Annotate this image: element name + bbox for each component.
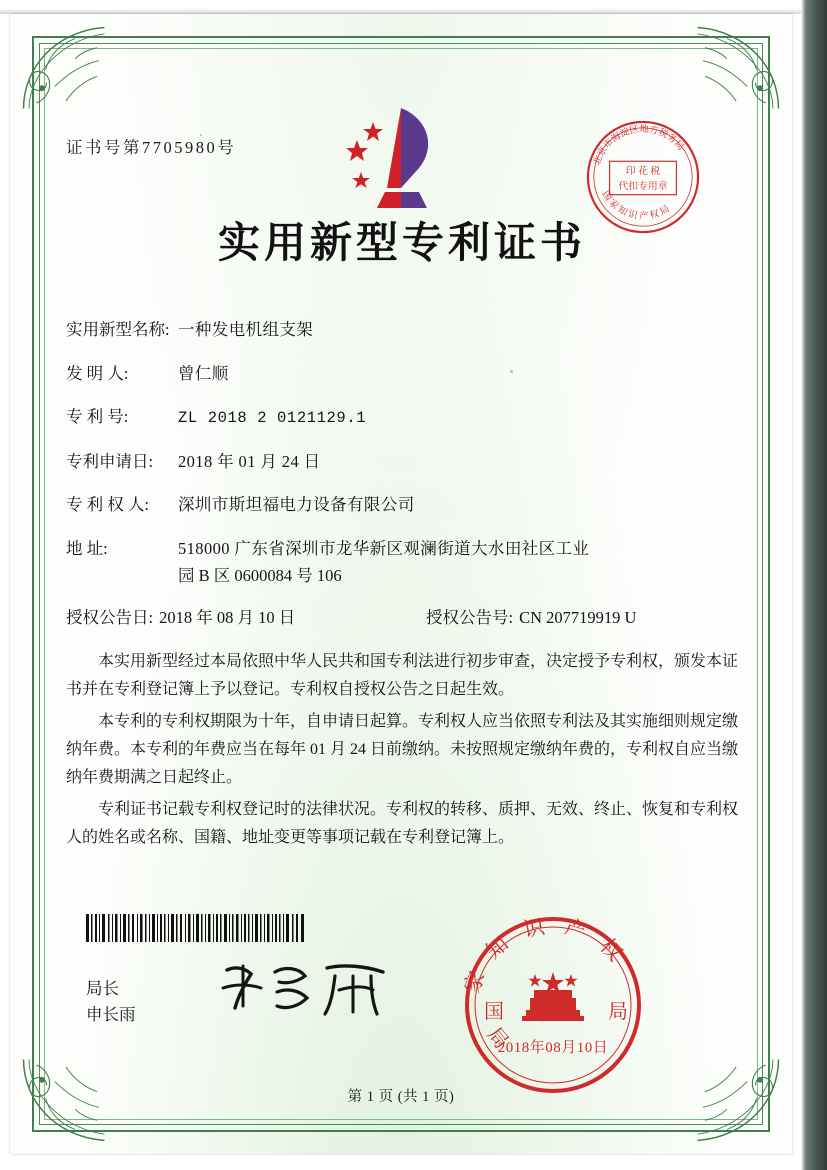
legal-paragraph: 专利证书记载专利权登记时的法律状况。专利权的转移、质押、无效、终止、恢复和专利权人的姓名或名称、国籍、地址变更等事项记载在专利登记簿上。 <box>66 801 739 846</box>
field-row-patent-number <box>66 409 738 427</box>
certificate-sheet <box>10 14 792 1154</box>
certificate-number: 证书号第7705980号 <box>66 138 237 157</box>
seal-date: 2018年08月10日 <box>497 1040 609 1056</box>
field-label: 专 利 权 人: <box>66 495 149 514</box>
field-label: 地 址: <box>66 538 108 558</box>
certificate-content <box>66 74 738 856</box>
svg-text:北京市海淀区地方税务局: 北京市海淀区地方税务局 <box>592 124 686 167</box>
svg-text:印 花 税: 印 花 税 <box>625 166 661 178</box>
director-label: 局长 <box>86 979 119 998</box>
svg-text:局: 局 <box>482 1023 520 1063</box>
field-list <box>66 322 738 626</box>
field-label: 专利申请日: <box>66 451 154 471</box>
field-row-inventor <box>66 363 738 383</box>
svg-text:家 知 识 产 权: 家 知 识 产 权 <box>462 914 632 997</box>
field-row-application-date <box>66 451 738 471</box>
field-label: 发 明 人: <box>66 363 129 383</box>
field-value: 一种发电机组支架 <box>178 320 314 339</box>
page-footer: 第 1 页 (共 1 页) <box>347 1089 455 1105</box>
field-value: 曾仁顺 <box>178 363 229 383</box>
svg-text:局: 局 <box>608 1001 628 1023</box>
field-row-utility-model-name <box>66 322 738 339</box>
grant-date-label: 授权公告日: <box>66 607 154 627</box>
grant-announcement-row <box>66 607 738 627</box>
signature-block <box>86 976 136 1029</box>
legal-text-block <box>66 648 738 852</box>
grant-number-label: 授权公告号: <box>426 607 514 627</box>
legal-paragraph: 本专利的专利权期限为十年，自申请日起算。专利权人应当依照专利法及其实施细则规定缴纳年费。本专利的年费应当在每年 01 月 24 日前缴纳。未按照规定缴纳年费的，专利权自应当缴纳年费期满之日起终止。 <box>66 713 739 786</box>
field-label: 实用新型名称: <box>66 320 170 339</box>
field-value: 518000 广东省深圳市龙华新区观澜街道大水田社区工业 <box>178 538 590 558</box>
page-top-edge <box>0 0 827 14</box>
grant-number-value: CN 207719919 U <box>519 607 637 627</box>
barcode <box>86 914 304 942</box>
address-line-2: 园 B 区 0600084 号 106 <box>178 566 342 585</box>
svg-text:国: 国 <box>484 1001 504 1023</box>
handwritten-signature <box>215 954 405 1024</box>
page-binding-spine <box>801 0 827 1170</box>
sipo-logo-icon <box>327 96 477 216</box>
field-label: 专 利 号: <box>66 407 129 426</box>
page-title: 实用新型专利证书 <box>217 221 586 267</box>
field-value: 深圳市斯坦福电力设备有限公司 <box>178 495 415 514</box>
official-seal <box>462 914 644 1096</box>
field-value: 2018 年 01 月 24 日 <box>178 451 321 471</box>
director-name: 申长雨 <box>86 1005 136 1025</box>
legal-paragraph: 本实用新型经过本局依照中华人民共和国专利法进行初步审查，决定授予专利权，颁发本证书并在专利登记簿上予以登记。专利权自授权公告之日起生效。 <box>66 653 739 698</box>
field-row-address <box>66 538 738 558</box>
svg-text:国 家 知 识 产 权 局: 国 家 知 识 产 权 局 <box>599 189 672 222</box>
grant-date-value: 2018 年 08 月 10 日 <box>159 607 296 627</box>
field-row-patentee <box>66 497 738 514</box>
field-value: ZL 2018 2 0121129.1 <box>178 409 367 427</box>
svg-text:代扣专用章: 代扣专用章 <box>618 180 668 192</box>
